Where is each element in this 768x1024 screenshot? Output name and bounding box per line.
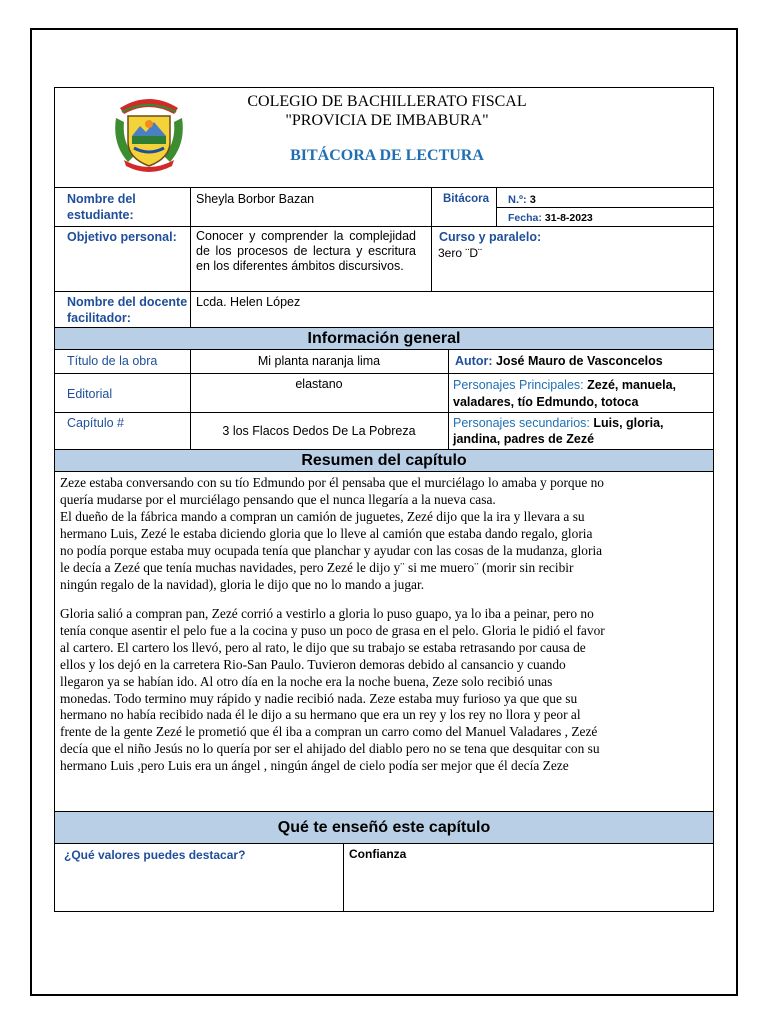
entry-date-label: Fecha: [508,212,542,224]
secondary-characters-label: Personajes secundarios: [453,416,590,430]
main-characters [453,377,709,411]
entry-date-value: 31-8-2023 [544,212,593,224]
bitacora-label: Bitácora [443,193,490,205]
lessons-heading: Qué te enseñó este capítulo [55,812,713,843]
document-title: BITÁCORA DE LECTURA [290,147,484,164]
entry-number-label: N.º: [508,194,527,206]
school-province: "PROVICIA DE IMBABURA" [285,112,489,129]
entry-number-value: 3 [529,194,536,206]
school-name: COLEGIO DE BACHILLERATO FISCAL [247,93,527,110]
author-row [455,354,663,369]
summary-paragraph-2: El dueño de la fábrica mando a compran un camión de juguetes, Zezé dijo que la ira y llevara a su hermano Luis, Zezé le estaba diciendo gloria que lo lleve al camión que estaba dando regalo, gloria no podía porque estaba muy ocupada tenía que planchar y ayudar con las cosas de la mudanza, gloria le decía a Zezé que tenía muchas navidades, pero Zezé le dijo y¨ si me muero¨ (morir sin recibir ningún regalo de la navidad), gloria le dijo que no lo mando a jugar. [60,509,603,592]
author-value: José Mauro de Vasconcelos [495,354,663,368]
teacher-value: Lcda. Helen López [196,295,301,309]
course-label: Curso y paralelo: [439,230,542,244]
author-label: Autor: [455,354,493,368]
summary-paragraph-1: Zeze estaba conversando con su tío Edmundo por él pensaba que el murciélago lo amaba y porque no quería mudarse por el murciélago pensando que el nunca llegaría a la nueva casa. [60,475,604,507]
entry-number [508,192,536,208]
work-title-value: Mi planta naranja lima [257,354,381,368]
secondary-characters-value: Luis, gloria, jandina, padres de Zezé [453,416,664,446]
general-info-heading: Información general [55,328,713,349]
student-name-value: Sheyla Borbor Bazan [196,192,315,206]
school-crest-icon [112,92,186,174]
values-answer: Confianza [349,847,407,861]
objective-value: Conocer y comprender la complejidad de los procesos de lectura y escritura en los diferentes ámbitos discursivos. [196,229,416,273]
course-value: 3ero ¨D¨ [438,246,483,260]
main-characters-value: Zezé, manuela, valadares, tío Edmundo, totoca [453,378,677,409]
entry-date [508,210,593,226]
summary-paragraph-3: Gloria salió a compran pan, Zezé corrió a vestirlo a gloria lo puso guapo, ya lo iba a peinar, pero no tenía conque asentir el pelo fue a la cocina y puso un poco de grasa en el pelo. Gloria le pidió el favor al cartero. El cartero los llevó, pero al rato, le dijo que su trabajo se estaba retrasando por causa de ellos y los dejó en la carretera Rio-San Paulo. Tuvieron demoras debido al cansancio y cuando llegaron ya se habían ido. Al otro día en la noche era la noche buena, Zeze solo recibió unas monedas. Todo termino muy rápido y nadie recibió nada. Zeze estaba muy furioso ya que que su hermano no había recibido nada él le dijo a su hermano que era un rey y los rey no llora y peor al frente de la gente Zezé le prometió que él iba a compran un carro como del Manuel Valadares , Zezé decía que el niño Jesús no lo quería por ser el ahijado del diablo pero no se tena que desquitar con su hermano Luis ,pero Luis era un ángel , ningún ángel de cielo podía ser mejor que él decía Zeze [60,606,605,774]
objective-label: Objetivo personal: [67,230,177,244]
secondary-characters [453,415,709,447]
summary-heading: Resumen del capítulo [55,450,713,471]
chapter-value: 3 los Flacos Dedos De La Pobreza [222,424,416,438]
main-characters-label: Personajes Principales: [453,378,584,392]
teacher-label: Nombre del docente facilitador: [67,295,188,325]
work-title-label: Título de la obra [67,354,158,368]
values-question: ¿Qué valores puedes destacar? [64,848,246,862]
publisher-label: Editorial [67,387,113,401]
publisher-value: elastano [295,377,343,391]
chapter-label: Capítulo # [67,416,124,430]
student-name-label: Nombre del estudiante: [67,192,136,222]
